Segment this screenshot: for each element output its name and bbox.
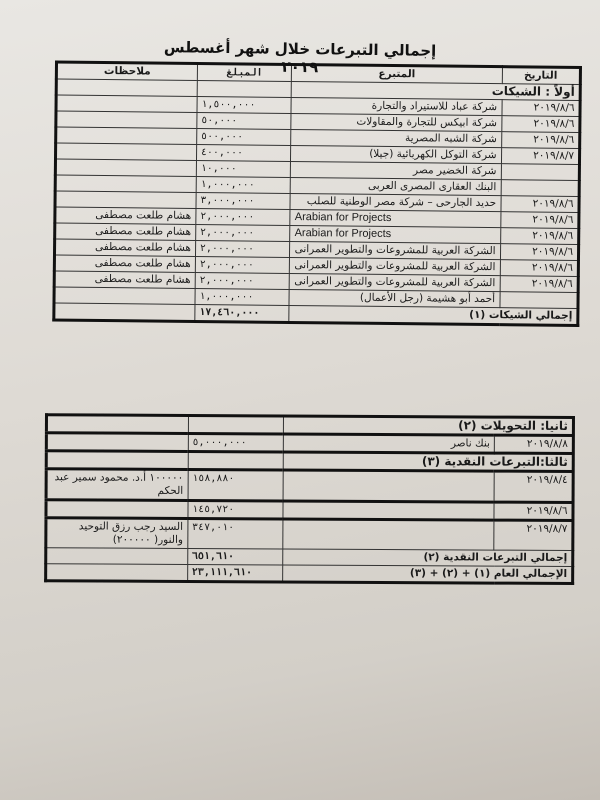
date-cell: ٢٠١٩/٨/٦	[502, 100, 581, 117]
date-cell: ٢٠١٩/٨/٧	[501, 148, 580, 165]
donor-cell: شركة التوكل الكهربائية (جيلا)	[291, 145, 501, 163]
total-amount: ١٧,٤٦٠,٠٠٠	[195, 304, 290, 322]
amount-cell: ١٠,٠٠٠	[196, 160, 291, 177]
donor-cell: البنك العقارى المصرى العربى	[291, 177, 501, 195]
notes-cell	[55, 191, 196, 208]
amount-cell: ١٥٨,٨٨٠	[188, 469, 283, 500]
date-cell: ٢٠١٩/٨/٤	[494, 471, 573, 502]
cash-rows	[46, 469, 573, 551]
date-cell: ٢٠١٩/٨/٦	[500, 276, 579, 293]
header-amount: المبلغ	[197, 63, 292, 81]
donor-cell: بنك ناصر	[283, 434, 494, 453]
donor-cell: حديد الجارحى – شركة مصر الوطنية للصلب	[290, 193, 500, 211]
date-cell	[500, 292, 579, 309]
notes-cell: هشام طلعت مصطفى	[54, 255, 195, 272]
donor-cell	[283, 519, 495, 550]
notes-cell: ١٠٠٠٠٠ أ.د. محمود سمير عبد الحكم	[46, 469, 188, 501]
amount-cell: ٤٠٠,٠٠٠	[196, 144, 291, 161]
header-notes: ملاحظات	[56, 62, 197, 80]
notes-cell: السيد رجب رزق التوحيد والنور( ٢٠٠٠٠٠)	[46, 518, 188, 549]
amount-cell: ٥٠٠,٠٠٠	[196, 128, 291, 145]
total-label: إجمالي الشيكات (١)	[289, 305, 578, 325]
donor-cell: الشركة العربية للمشروعات والتطوير العمرانى	[290, 241, 500, 259]
checks-rows	[54, 95, 580, 308]
notes-cell	[56, 111, 197, 128]
donor-cell: شركة الشبه المصرية	[291, 129, 501, 147]
total-amount: ٦٥١,٦١٠	[187, 548, 282, 564]
donor-cell: شركة الخضير مصر	[291, 161, 501, 179]
date-cell: ٢٠١٩/٨/٦	[494, 502, 573, 520]
notes-cell	[55, 159, 196, 176]
table-row	[46, 469, 573, 503]
notes-cell	[46, 433, 188, 452]
amount-cell: ١,٠٠٠,٠٠٠	[195, 288, 290, 305]
amount-cell: ٢,٠٠٠,٠٠٠	[195, 256, 290, 273]
notes-cell	[46, 500, 188, 519]
amount-cell: ٥٠,٠٠٠	[197, 112, 292, 129]
notes-cell	[56, 127, 197, 144]
donor-cell: Arabian for Projects	[290, 209, 500, 227]
table-row	[46, 518, 573, 551]
date-cell: ٢٠١٩/٨/٧	[494, 520, 573, 550]
section-label: ثالثا:التبرعات النقدية (٣)	[283, 452, 573, 472]
amount-cell: ٢,٠٠٠,٠٠٠	[195, 240, 290, 257]
notes-cell: هشام طلعت مصطفى	[54, 271, 195, 288]
total-label: إجمالي التبرعات النقدية (٢)	[282, 549, 572, 567]
amount-cell: ٢,٠٠٠,٠٠٠	[195, 272, 290, 289]
donor-cell: شركة ابيكس للتجارة والمقاولات	[291, 113, 501, 131]
date-cell: ٢٠١٩/٨/٦	[500, 212, 579, 229]
section-label: أولاً : الشيكات	[292, 81, 581, 100]
date-cell: ٢٠١٩/٨/٨	[494, 435, 573, 453]
date-cell: ٢٠١٩/٨/٦	[501, 132, 580, 149]
amount-cell: ٣٤٧,٠١٠	[187, 518, 282, 548]
date-cell	[501, 164, 580, 181]
header-date: التاريخ	[502, 67, 581, 85]
donor-cell: Arabian for Projects	[290, 225, 500, 243]
amount-cell: ٥,٠٠٠,٠٠٠	[188, 433, 283, 451]
checks-table	[52, 60, 582, 327]
amount-cell: ١,٥٠٠,٠٠٠	[197, 96, 292, 113]
amount-cell: ٢,٠٠٠,٠٠٠	[195, 224, 290, 241]
donor-cell: الشركة العربية للمشروعات والتطوير العمرانى	[290, 257, 500, 275]
donor-cell: أحمد أبو هشيمة (رجل الأعمال)	[289, 289, 499, 307]
notes-cell: هشام طلعت مصطفى	[54, 239, 195, 256]
grand-total-label: الإجمالي العام (١) + (٢) + (٣)	[282, 565, 572, 584]
notes-cell	[55, 175, 196, 192]
header-donor: المتبرع	[292, 64, 502, 83]
date-cell: ٢٠١٩/٨/٦	[500, 260, 579, 277]
grand-total-amount: ٢٣,١١١,٦١٠	[187, 564, 282, 581]
donor-cell	[283, 501, 494, 520]
page-title: إجمالي التبرعات خلال شهر أغسطس ٢٠١٩	[163, 38, 437, 77]
section-label: ثانيا: التحويلات (٢)	[283, 416, 573, 436]
date-cell	[501, 180, 580, 197]
date-cell: ٢٠١٩/٨/٦	[500, 228, 579, 245]
notes-cell: هشام طلعت مصطفى	[55, 207, 196, 224]
amount-cell: ١,٠٠٠,٠٠٠	[196, 176, 291, 193]
donor-cell: الشركة العربية للمشروعات والتطوير العمرانى	[290, 273, 500, 291]
grand-total-row	[46, 564, 573, 584]
notes-cell	[54, 287, 195, 304]
donor-cell	[283, 470, 495, 502]
amount-cell: ١٤٥,٧٢٠	[188, 500, 283, 518]
amount-cell: ٣,٠٠٠,٠٠٠	[196, 192, 291, 209]
donor-cell: شركة عباد للاستيراد والتجارة	[291, 97, 501, 115]
notes-cell	[56, 95, 197, 112]
transfers-cash-table	[44, 413, 575, 585]
date-cell: ٢٠١٩/٨/٦	[500, 244, 579, 261]
date-cell: ٢٠١٩/٨/٦	[501, 196, 580, 213]
amount-cell: ٢,٠٠٠,٠٠٠	[196, 208, 291, 225]
date-cell: ٢٠١٩/٨/٦	[501, 116, 580, 133]
notes-cell: هشام طلعت مصطفى	[55, 223, 196, 240]
notes-cell	[55, 143, 196, 160]
